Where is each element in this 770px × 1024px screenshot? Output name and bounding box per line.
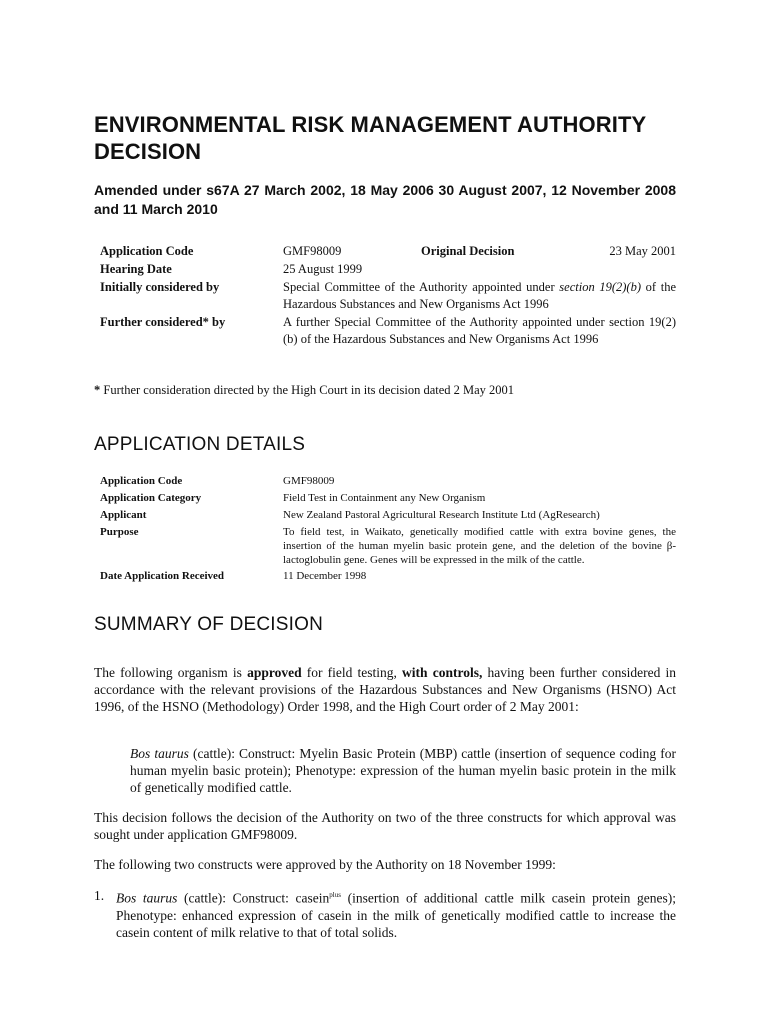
document-title: ENVIRONMENTAL RISK MANAGEMENT AUTHORITY DECISION — [94, 112, 646, 164]
initially-considered-label: Initially considered by — [100, 280, 220, 294]
amended-note: Amended under s67A 27 March 2002, 18 May 2006 30 August 2007, 12 November 2008 and 11 March 2010 — [94, 182, 676, 217]
app-row-label: Purpose — [100, 526, 139, 538]
app-row-label: Application Code — [100, 475, 183, 487]
list-number: 1. — [94, 888, 105, 903]
app-row-label: Date Application Received — [100, 570, 225, 582]
initially-text-b: of the Hazardous Substances and New Organisms Act 1996 — [283, 280, 676, 311]
list-text — [116, 887, 676, 941]
decision-header-table — [100, 243, 676, 348]
app-row-value: Field Test in Containment any New Organism — [283, 492, 486, 504]
footnote-star: * — [94, 383, 101, 397]
row-hearing-date — [100, 261, 676, 278]
section-reference: section 19(2)(b) — [559, 280, 641, 294]
approved-emphasis: approved — [247, 665, 302, 680]
hearing-date-label: Hearing Date — [100, 262, 172, 276]
controls-emphasis: with controls, — [402, 665, 483, 680]
application-details-heading: APPLICATION DETAILS — [94, 434, 306, 455]
app-row-label: Application Category — [100, 492, 202, 504]
footnote-text: Further consideration directed by the High Court in its decision dated 2 May 2001 — [100, 383, 515, 397]
summary-paragraph-1 — [94, 664, 676, 715]
footnote — [94, 382, 514, 399]
application-details-table — [100, 473, 676, 585]
app-row-value: GMF98009 — [283, 475, 335, 487]
original-decision-value: 23 May 2001 — [609, 244, 676, 258]
app-row — [100, 524, 676, 567]
construct-list-item — [94, 887, 676, 941]
application-code-label: Application Code — [100, 244, 194, 258]
species-name: Bos taurus — [130, 746, 189, 761]
app-row — [100, 473, 676, 490]
original-decision-label: Original Decision — [421, 244, 515, 258]
initially-considered-value — [283, 279, 676, 313]
initially-text-a: Special Committee of the Authority appointed under — [283, 280, 560, 294]
app-row-value: To field test, in Waikato, genetically modified cattle with extra bovine genes, the insertion of the human myelin basic protein gene, and the deletion of the bovine β-lactoglobulin gene. Genes will be expressed in the milk of the cattle. — [283, 526, 676, 566]
further-considered-label: Further considered* by — [100, 315, 226, 329]
text: (insertion of additional cattle milk casein protein genes); Phenotype: enhanced expression of casein in the milk of genetically modified cattle to increase the casein content of milk relative to that of total solids. — [116, 890, 676, 940]
app-row — [100, 490, 676, 507]
organism-description: (cattle): Construct: Myelin Basic Protein (MBP) cattle (insertion of sequence coding for human myelin basic protein); Phenotype: expression of the human myelin basic protein in the milk of genetically modified cattle. — [130, 746, 676, 795]
species-name: Bos taurus — [116, 890, 178, 906]
text: for field testing, — [301, 665, 403, 680]
summary-paragraph-2: This decision follows the decision of the Authority on two of the three constructs for which approval was sought under application GMF98009. — [94, 810, 676, 842]
app-row — [100, 568, 676, 585]
summary-heading: SUMMARY OF DECISION — [94, 614, 324, 635]
row-further-considered — [100, 314, 676, 348]
superscript: plus — [329, 891, 341, 899]
approved-organism — [130, 745, 676, 796]
app-row — [100, 507, 676, 524]
hearing-date-value: 25 August 1999 — [283, 262, 363, 276]
text: (cattle): Construct: casein — [177, 890, 330, 906]
text: having been further considered in accordance with the relevant provisions of the Hazardous Substances and New Organisms (HSNO) Act 1996, of the HSNO (Methodology) Order 1998, and the High Court order of 2 May 2001: — [94, 665, 676, 714]
text: The following organism is — [94, 665, 248, 680]
further-considered-value: A further Special Committee of the Authority appointed under section 19(2)(b) of the Hazardous Substances and New Organisms Act 1996 — [283, 315, 676, 346]
app-row-value: New Zealand Pastoral Agricultural Research Institute Ltd (AgResearch) — [283, 509, 600, 521]
summary-paragraph-3: The following two constructs were approved by the Authority on 18 November 1999: — [94, 857, 556, 872]
row-application-code — [100, 243, 676, 260]
app-row-label: Applicant — [100, 509, 147, 521]
app-row-value: 11 December 1998 — [283, 570, 367, 582]
row-initially-considered — [100, 279, 676, 313]
application-code-value: GMF98009 — [283, 244, 342, 258]
